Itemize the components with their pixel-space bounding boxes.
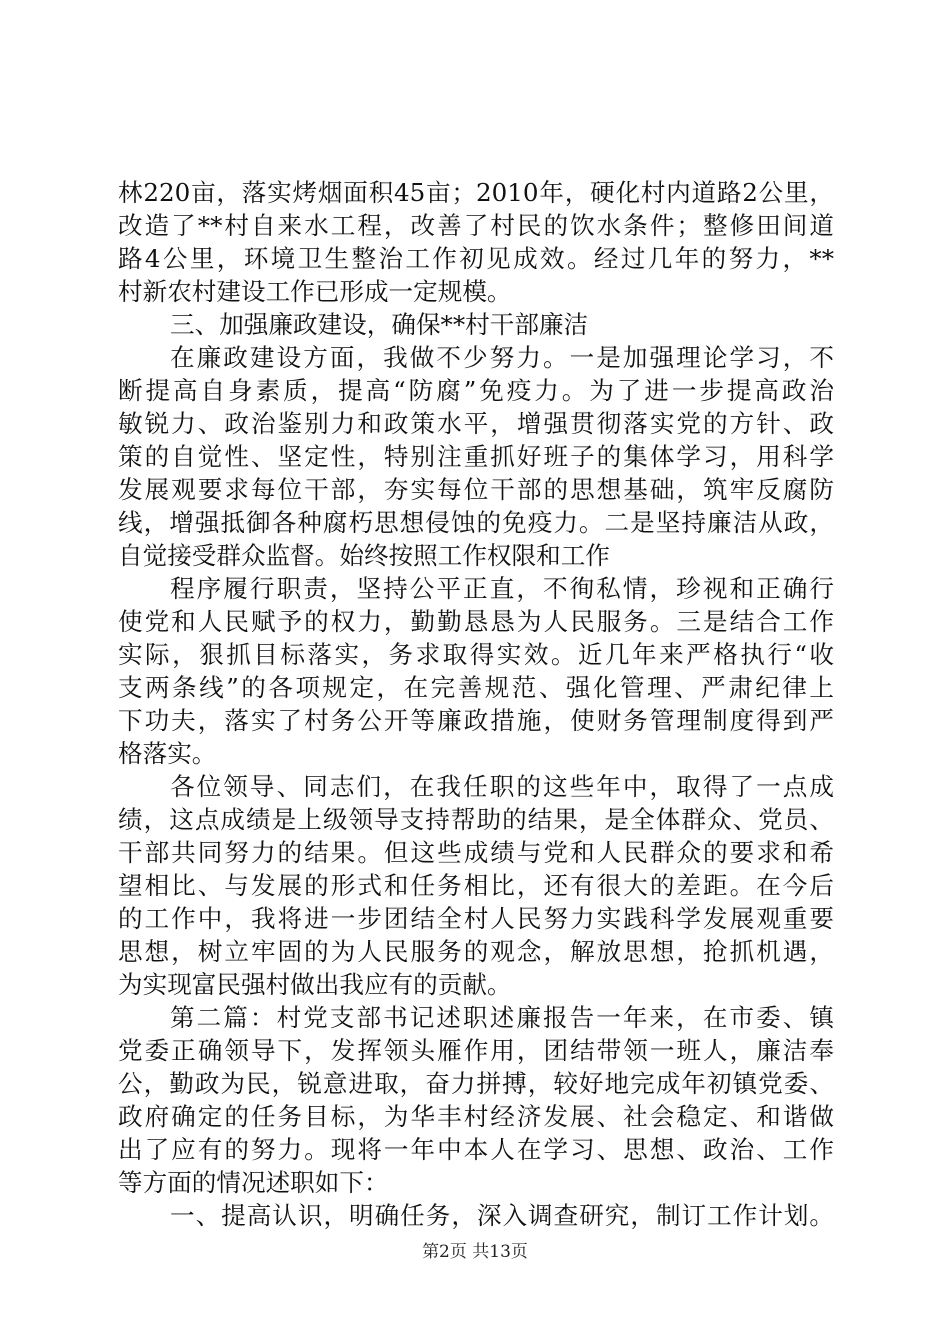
text-line: 第二篇：村党支部书记述职述廉报告一年来，在市委、镇 [170,1003,834,1032]
page-footer: 第2页 共13页 [422,1242,528,1262]
text-line: 格落实。 [118,739,217,768]
text-line: 绩，这点成绩是上级领导支持帮助的结果，是全体群众、党员、 [118,805,834,834]
text-line: 公，勤政为民，锐意进取，奋力拼搏，较好地完成年初镇党委、 [118,1069,834,1098]
text-line: 程序履行职责，坚持公平正直，不徇私情，珍视和正确行 [170,574,834,603]
text-line: 下功夫，落实了村务公开等廉政措施，使财务管理制度得到严 [118,706,834,735]
text-line: 望相比、与发展的形式和任务相比，还有很大的差距。在今后 [118,871,834,900]
document-body [118,176,834,1232]
text-line: 自觉接受群众监督。始终按照工作权限和工作 [118,541,610,570]
text-line: 实际，狠抓目标落实，务求取得实效。近几年来严格执行“收 [118,640,834,669]
text-line: 策的自觉性、坚定性，特别注重抓好班子的集体学习，用科学 [118,442,834,471]
text-line: 三、加强廉政建设，确保**村干部廉洁 [170,310,589,339]
text-line: 政府确定的任务目标，为华丰村经济发展、社会稳定、和谐做 [118,1102,834,1131]
text-line: 断提高自身素质，提高“防腐”免疫力。为了进一步提高政治 [118,376,834,405]
text-line: 思想，树立牢固的为人民服务的观念，解放思想，抢抓机遇， [118,937,834,966]
text-line: 支两条线”的各项规定，在完善规范、强化管理、严肃纪律上 [118,673,834,702]
text-line: 林220亩，落实烤烟面积45亩；2010年，硬化村内道路2公里， [118,178,834,207]
text-line: 线，增强抵御各种腐朽思想侵蚀的免疫力。二是坚持廉洁从政， [118,508,834,537]
text-line: 出了应有的努力。现将一年中本人在学习、思想、政治、工作 [118,1135,834,1164]
text-line: 敏锐力、政治鉴别力和政策水平，增强贯彻落实党的方针、政 [118,409,834,438]
text-line: 路4公里，环境卫生整治工作初见成效。经过几年的努力，** [118,244,834,273]
text-line: 一、提高认识，明确任务，深入调查研究，制订工作计划。 [170,1201,834,1230]
text-line: 等方面的情况述职如下： [118,1168,389,1197]
text-line: 为实现富民强村做出我应有的贡献。 [118,970,512,999]
text-line: 各位领导、同志们，在我任职的这些年中，取得了一点成 [170,772,834,801]
text-line: 在廉政建设方面，我做不少努力。一是加强理论学习，不 [170,343,834,372]
text-line: 干部共同努力的结果。但这些成绩与党和人民群众的要求和希 [118,838,834,867]
text-line: 党委正确领导下，发挥领头雁作用，团结带领一班人，廉洁奉 [118,1036,834,1065]
text-line: 的工作中，我将进一步团结全村人民努力实践科学发展观重要 [118,904,834,933]
text-line: 使党和人民赋予的权力，勤勤恳恳为人民服务。三是结合工作 [118,607,834,636]
text-line: 发展观要求每位干部，夯实每位干部的思想基础，筑牢反腐防 [118,475,834,504]
text-line: 村新农村建设工作已形成一定规模。 [118,277,512,306]
text-line: 改造了**村自来水工程，改善了村民的饮水条件；整修田间道 [118,211,834,240]
